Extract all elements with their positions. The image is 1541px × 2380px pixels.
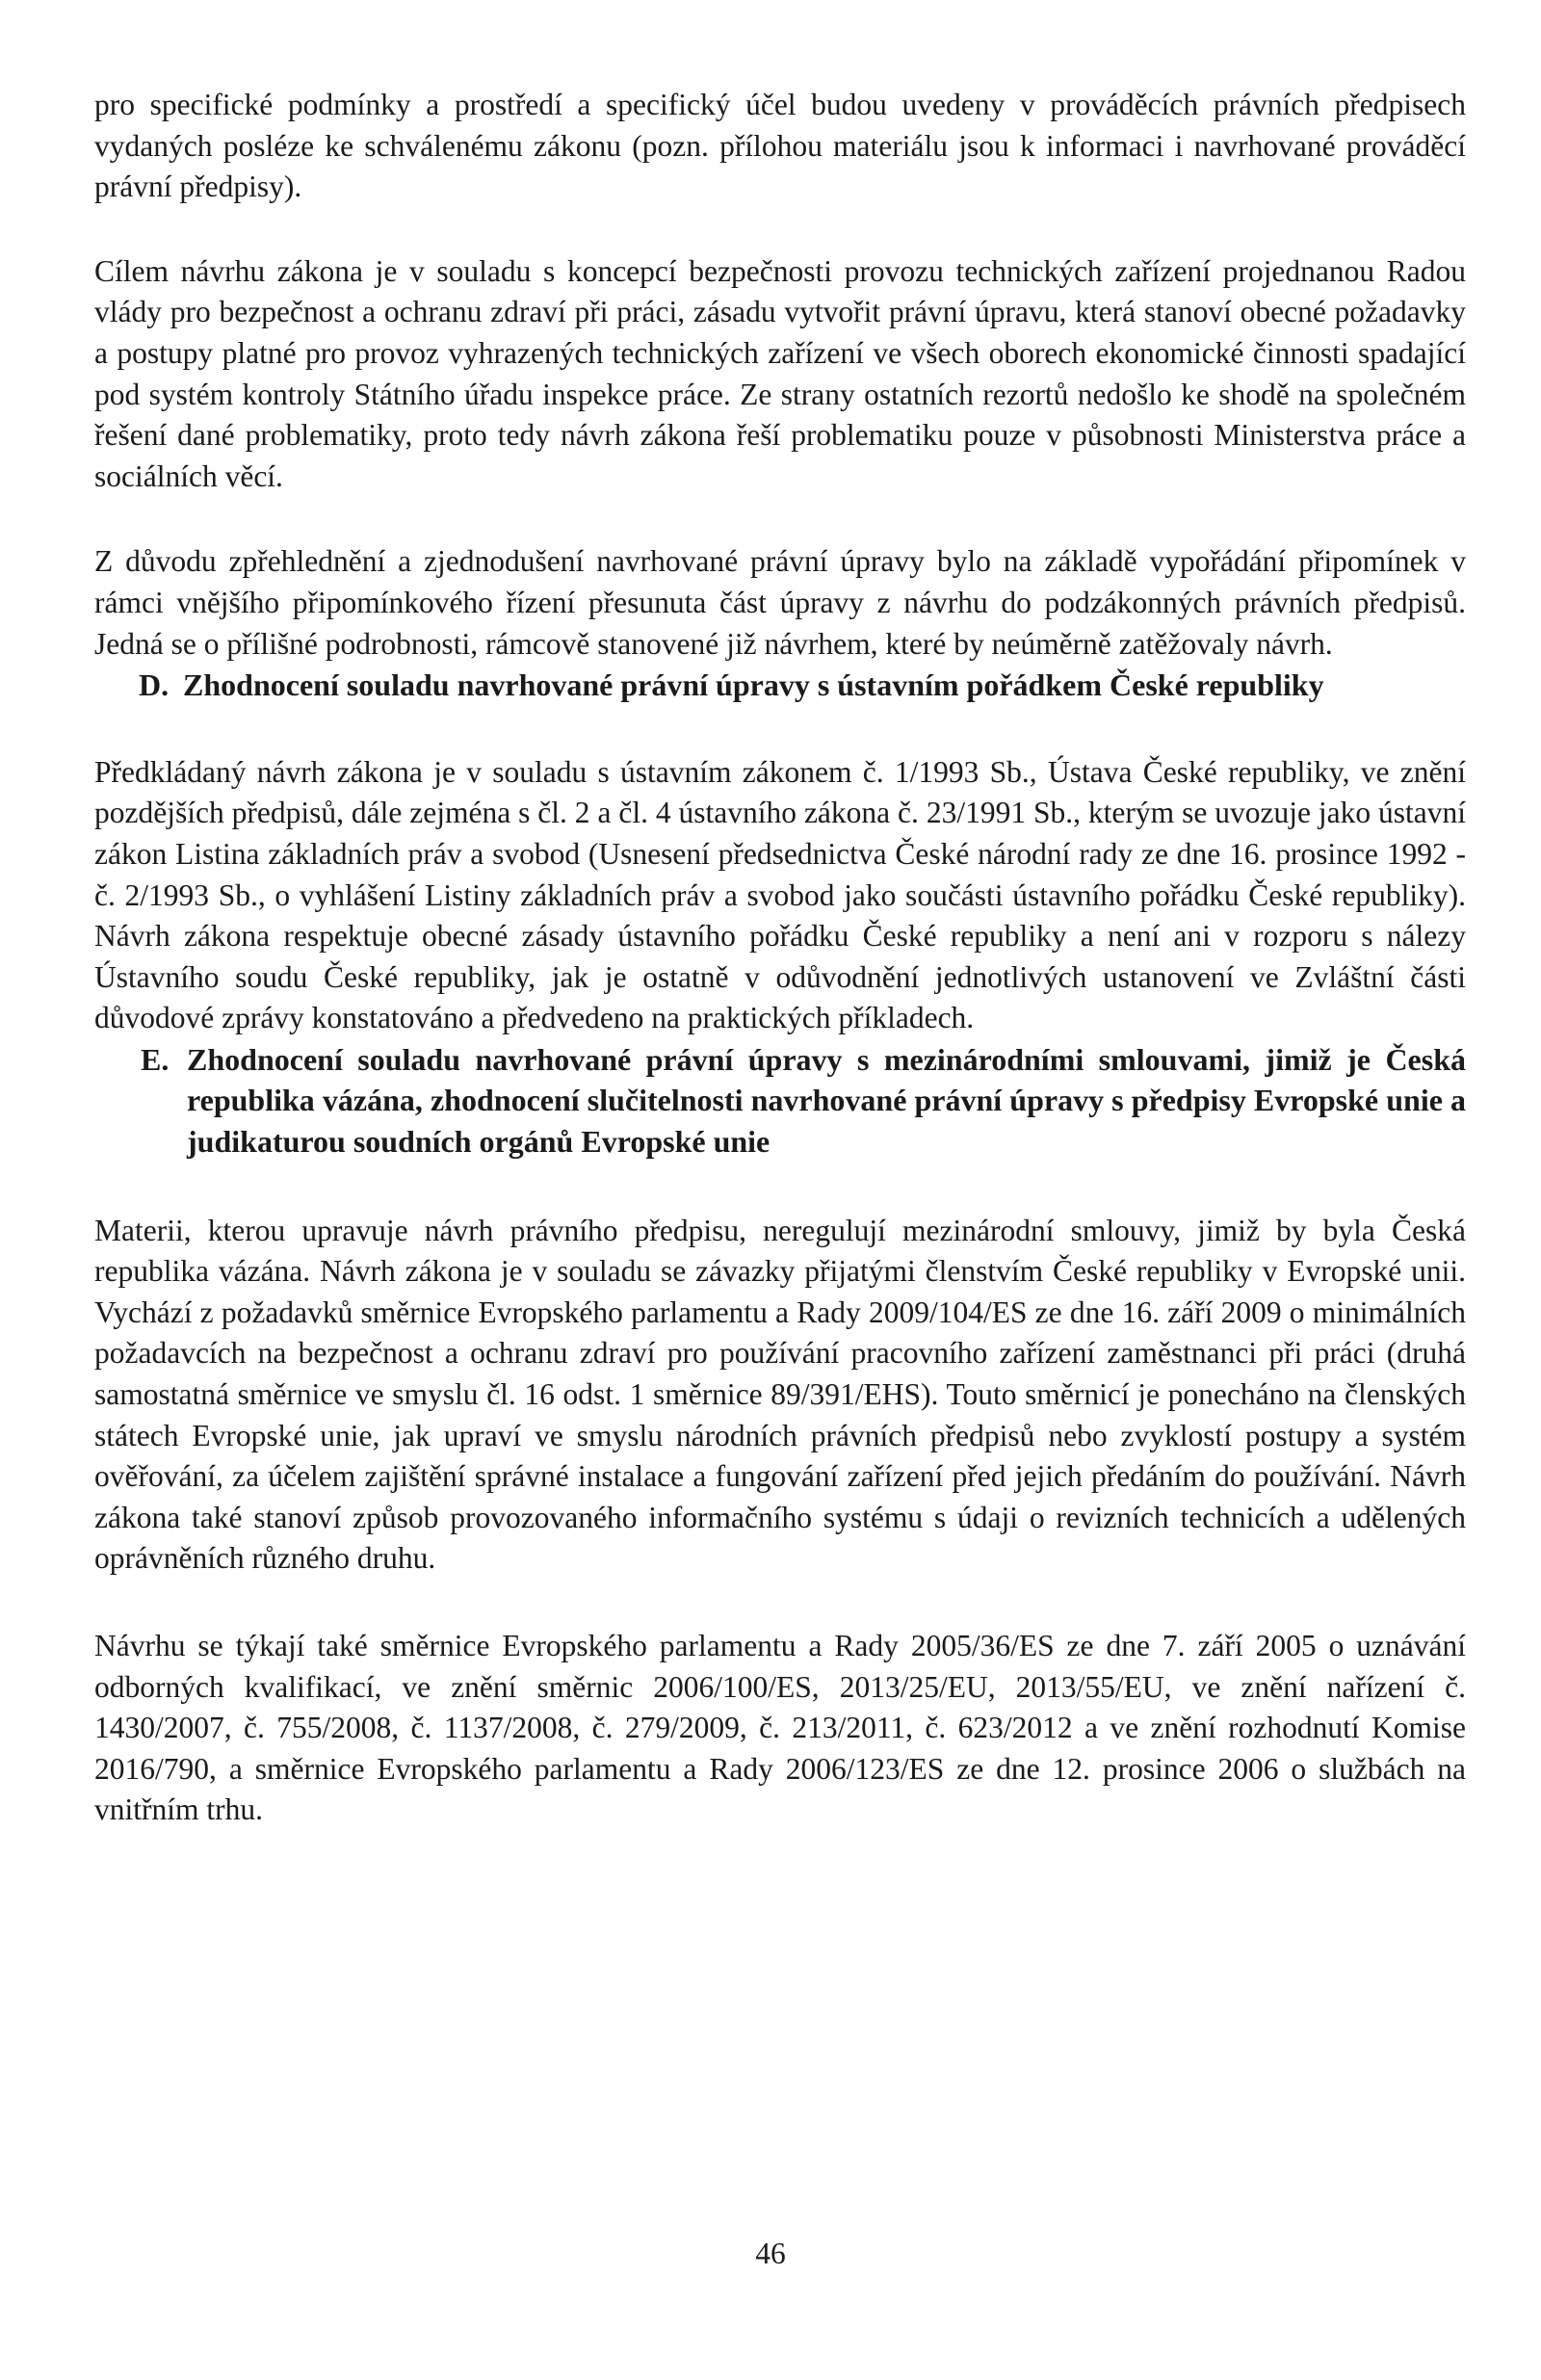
section-title-d: Zhodnocení souladu navrhované právní úpravy s ústavním pořádkem České republiky — [183, 667, 1324, 703]
section-title-e: Zhodnocení souladu navrhované právní úpravy s mezinárodními smlouvami, jimiž je Česká republika vázána, zhodnocení slučitelnosti navrhované právní úpravy s předpisy Evropské unie a judikaturou soudních orgánů Evropské unie — [187, 1041, 1466, 1160]
paragraph-aim-of-law: Cílem návrhu zákona je v souladu s koncepcí bezpečnosti provozu technických zařízení projednanou Radou vlády pro bezpečnost a ochranu zdraví při práci, zásadu vytvořit právní úpravu, která stanoví obecné požadavky a postupy platné pro provoz vyhrazených technických zařízení ve všech oborech ekonomické činnosti spadající pod systém kontroly Státního úřadu inspekce práce. Ze strany ostatních rezortů nedošlo ke shodě na společném řešení dané problematiky, proto tedy návrh zákona řeší problematiku pouze v působnosti Ministerstva práce a sociálních věcí. — [94, 253, 1466, 493]
paragraph-eu-directives: Návrhu se týkají také směrnice Evropského parlamentu a Rady 2005/36/ES ze dne 7. září 2005 o uznávání odborných kvalifikací, ve znění směrnic 2006/100/ES, 2013/25/EU, 2013/55/EU, ve znění nařízení č. 1430/2007, č. 755/2008, č. 1137/2008, č. 279/2009, č. 213/2011, č. 623/2012 a ve znění rozhodnutí Komise 2016/790, a směrnice Evropského parlamentu a Rady 2006/123/ES ze dne 12. prosince 2006 o službách na vnitřním trhu. — [94, 1629, 1466, 1827]
section-heading-e — [94, 1039, 1466, 1163]
page-number: 46 — [755, 2236, 786, 2270]
paragraph-implementing-regulations: pro specifické podmínky a prostředí a specifický účel budou uvedeny v prováděcích právních předpisech vydaných posléze ke schválenému zákonu (pozn. přílohou materiálu jsou k informaci i navrhované prováděcí právní předpisy). — [94, 88, 1466, 204]
paragraph-constitutional-compliance: Předkládaný návrh zákona je v souladu s ústavním zákonem č. 1/1993 Sb., Ústava České republiky, ve znění pozdějších předpisů, dále zejména s čl. 2 a čl. 4 ústavního zákona č. 23/1991 Sb., kterým se uvozuje jako ústavní zákon Listina základních práv a svobod (Usnesení předsednictva České národní rady ze dne 16. prosince 1992 - č. 2/1993 Sb., o vyhlášení Listiny základních práv a svobod jako součásti ústavního pořádku České republiky). Návrh zákona respektuje obecné zásady ústavního pořádku České republiky a není ani v rozporu s nálezy Ústavního soudu České republiky, jak je ostatně v odůvodnění jednotlivých ustanovení ve Zvláštní části důvodové zprávy konstatováno a předvedeno na praktických příkladech. — [94, 754, 1466, 1035]
paragraph-simplification: Z důvodu zpřehlednění a zjednodušení navrhované právní úpravy bylo na základě vypořádání připomínek v rámci vnějšího připomínkového řízení přesunuta část úpravy z návrhu do podzákonných právních předpisů. Jedná se o přílišné podrobnosti, rámcově stanovené již návrhem, které by neúměrně zatěžovaly návrh. — [94, 544, 1466, 661]
section-letter-d: D. — [139, 667, 170, 703]
document-page — [94, 85, 1466, 1831]
paragraph-international-treaties: Materii, kterou upravuje návrh právního předpisu, neregulují mezinárodní smlouvy, jimiž by byla Česká republika vázána. Návrh zákona je v souladu se závazky přijatými členstvím České republiky v Evropské unii. Vychází z požadavků směrnice Evropského parlamentu a Rady 2009/104/ES ze dne 16. září 2009 o minimálních požadavcích na bezpečnost a ochranu zdraví pro používání pracovního zařízení zaměstnanci při práci (druhá samostatná směrnice ve smyslu čl. 16 odst. 1 směrnice 89/391/EHS). Touto směrnicí je ponecháno na členských státech Evropské unie, jak upraví ve smyslu národních právních předpisů nebo zvyklostí postupy a systém ověřování, za účelem zajištění správné instalace a fungování zařízení před jejich předáním do používání. Návrh zákona také stanoví způsob provozovaného informačního systému s údaji o revizních technicích a udělených oprávněních různého druhu. — [94, 1213, 1466, 1576]
section-heading-d — [94, 665, 1466, 706]
section-letter-e: E. — [141, 1041, 170, 1077]
